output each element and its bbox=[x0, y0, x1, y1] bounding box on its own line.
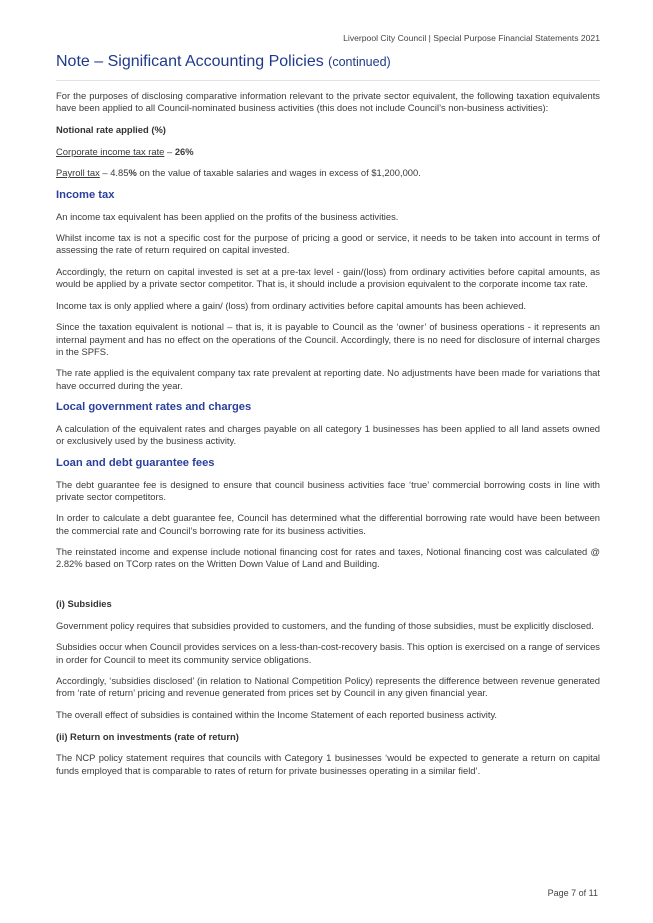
notional-rate-label: Notional rate applied (%) bbox=[56, 123, 166, 135]
title-continued: (continued) bbox=[328, 55, 391, 69]
intro-paragraph: For the purposes of disclosing comparative information relevant to the private sector equivalent, the following taxation equivalents have been applied to all Council-nominated business activities (this does not include Council’s non-business activities): bbox=[56, 90, 600, 114]
corporate-tax-sep: – bbox=[164, 145, 175, 157]
payroll-tax-label: Payroll tax bbox=[56, 167, 100, 179]
title-divider bbox=[56, 80, 600, 81]
title-main: Note – Significant Accounting Policies bbox=[56, 53, 329, 70]
payroll-tax-line bbox=[56, 167, 600, 179]
income-tax-p6: The rate applied is the equivalent company tax rate prevalent at reporting date. No adjustments have been made for variations that have occurred during the year. bbox=[56, 367, 600, 391]
return-investments-label: (ii) Return on investments (rate of return) bbox=[56, 730, 239, 742]
payroll-tax-pct: % bbox=[128, 167, 137, 179]
local-rates-p1: A calculation of the equivalent rates and charges payable on all category 1 businesses has been applied to all land assets owned or exclusively used by the business activity. bbox=[56, 422, 600, 447]
subsidies-p1: Government policy requires that subsidies provided to customers, and the funding of those subsidies, must be explicitly disclosed. bbox=[56, 619, 594, 631]
subsidies-label: (i) Subsidies bbox=[56, 597, 112, 609]
loan-fees-p1: The debt guarantee fee is designed to ensure that council business activities face ‘true’ commercial borrowing costs in line with private sector competitors. bbox=[56, 478, 600, 502]
heading-loan-fees: Loan and debt guarantee fees bbox=[56, 456, 215, 469]
running-header: Liverpool City Council | Special Purpose Financial Statements 2021 bbox=[343, 33, 600, 43]
subsidies-p2: Subsidies occur when Council provides services on a less-than-cost-recovery basis. This option is exercised on a range of services in order for Council to meet its community service obligations. bbox=[56, 641, 600, 665]
heading-income-tax: Income tax bbox=[56, 188, 115, 201]
loan-fees-p3: The reinstated income and expense include notional financing cost for rates and taxes, Notional financing cost was calculated @ 2.82% based on TCorp rates on the Written Down Value of Land and Building. bbox=[56, 546, 600, 570]
loan-fees-p2: In order to calculate a debt guarantee fee, Council has determined what the differential borrowing rate would have been between the commercial rate and Council’s borrowing rate for its business activities. bbox=[56, 512, 600, 536]
corporate-tax-label: Corporate income tax rate bbox=[56, 145, 165, 157]
document-body bbox=[56, 90, 600, 786]
subsidies-p4: The overall effect of subsidies is contained within the Income Statement of each reported business activity. bbox=[56, 708, 498, 720]
section-spacer bbox=[56, 580, 600, 598]
income-tax-p1: An income tax equivalent has been applied on the profits of the business activities. bbox=[56, 210, 399, 222]
income-tax-p3: Accordingly, the return on capital invested is set at a pre-tax level - gain/(loss) from ordinary activities before capital amounts, as would be applied by a private sector competitor. That is, it should include a provision equivalent to the corporate income tax rate. bbox=[56, 265, 600, 290]
income-tax-p4: Income tax is only applied where a gain/ (loss) from ordinary activities before capital amounts has been achieved. bbox=[56, 299, 527, 311]
corporate-tax-rate: 26% bbox=[174, 145, 194, 157]
heading-local-rates: Local government rates and charges bbox=[56, 401, 252, 414]
payroll-tax-sep: – 4.85 bbox=[99, 167, 129, 179]
income-tax-p2: Whilst income tax is not a specific cost for the purpose of pricing a good or service, it needs to be taken into account in terms of assessing the rate of return required on capital invested. bbox=[56, 232, 600, 256]
subsidies-p3: Accordingly, ‘subsidies disclosed’ (in relation to National Competition Policy) represents the difference between revenue generated from ‘rate of return’ pricing and revenue generated from prices set by Council in any given financial year. bbox=[56, 675, 600, 699]
income-tax-p5: Since the taxation equivalent is notional – that is, it is payable to Council as the ‘owner’ of business operations - it represents an internal payment and has no effect on the operations of the Council. Accordingly, there is no need for disclosure of internal charges in the SPFS. bbox=[56, 321, 600, 357]
return-investments-p1: The NCP policy statement requires that councils with Category 1 businesses ‘would be expected to generate a return on capital funds employed that is comparable to rates of return for private businesses operating in a similar field’. bbox=[56, 752, 600, 776]
page-number: Page 7 of 11 bbox=[547, 888, 598, 898]
page-title bbox=[56, 53, 391, 71]
payroll-tax-rest: on the value of taxable salaries and wages in excess of $1,200,000. bbox=[136, 167, 421, 179]
corporate-tax-line bbox=[56, 146, 600, 158]
